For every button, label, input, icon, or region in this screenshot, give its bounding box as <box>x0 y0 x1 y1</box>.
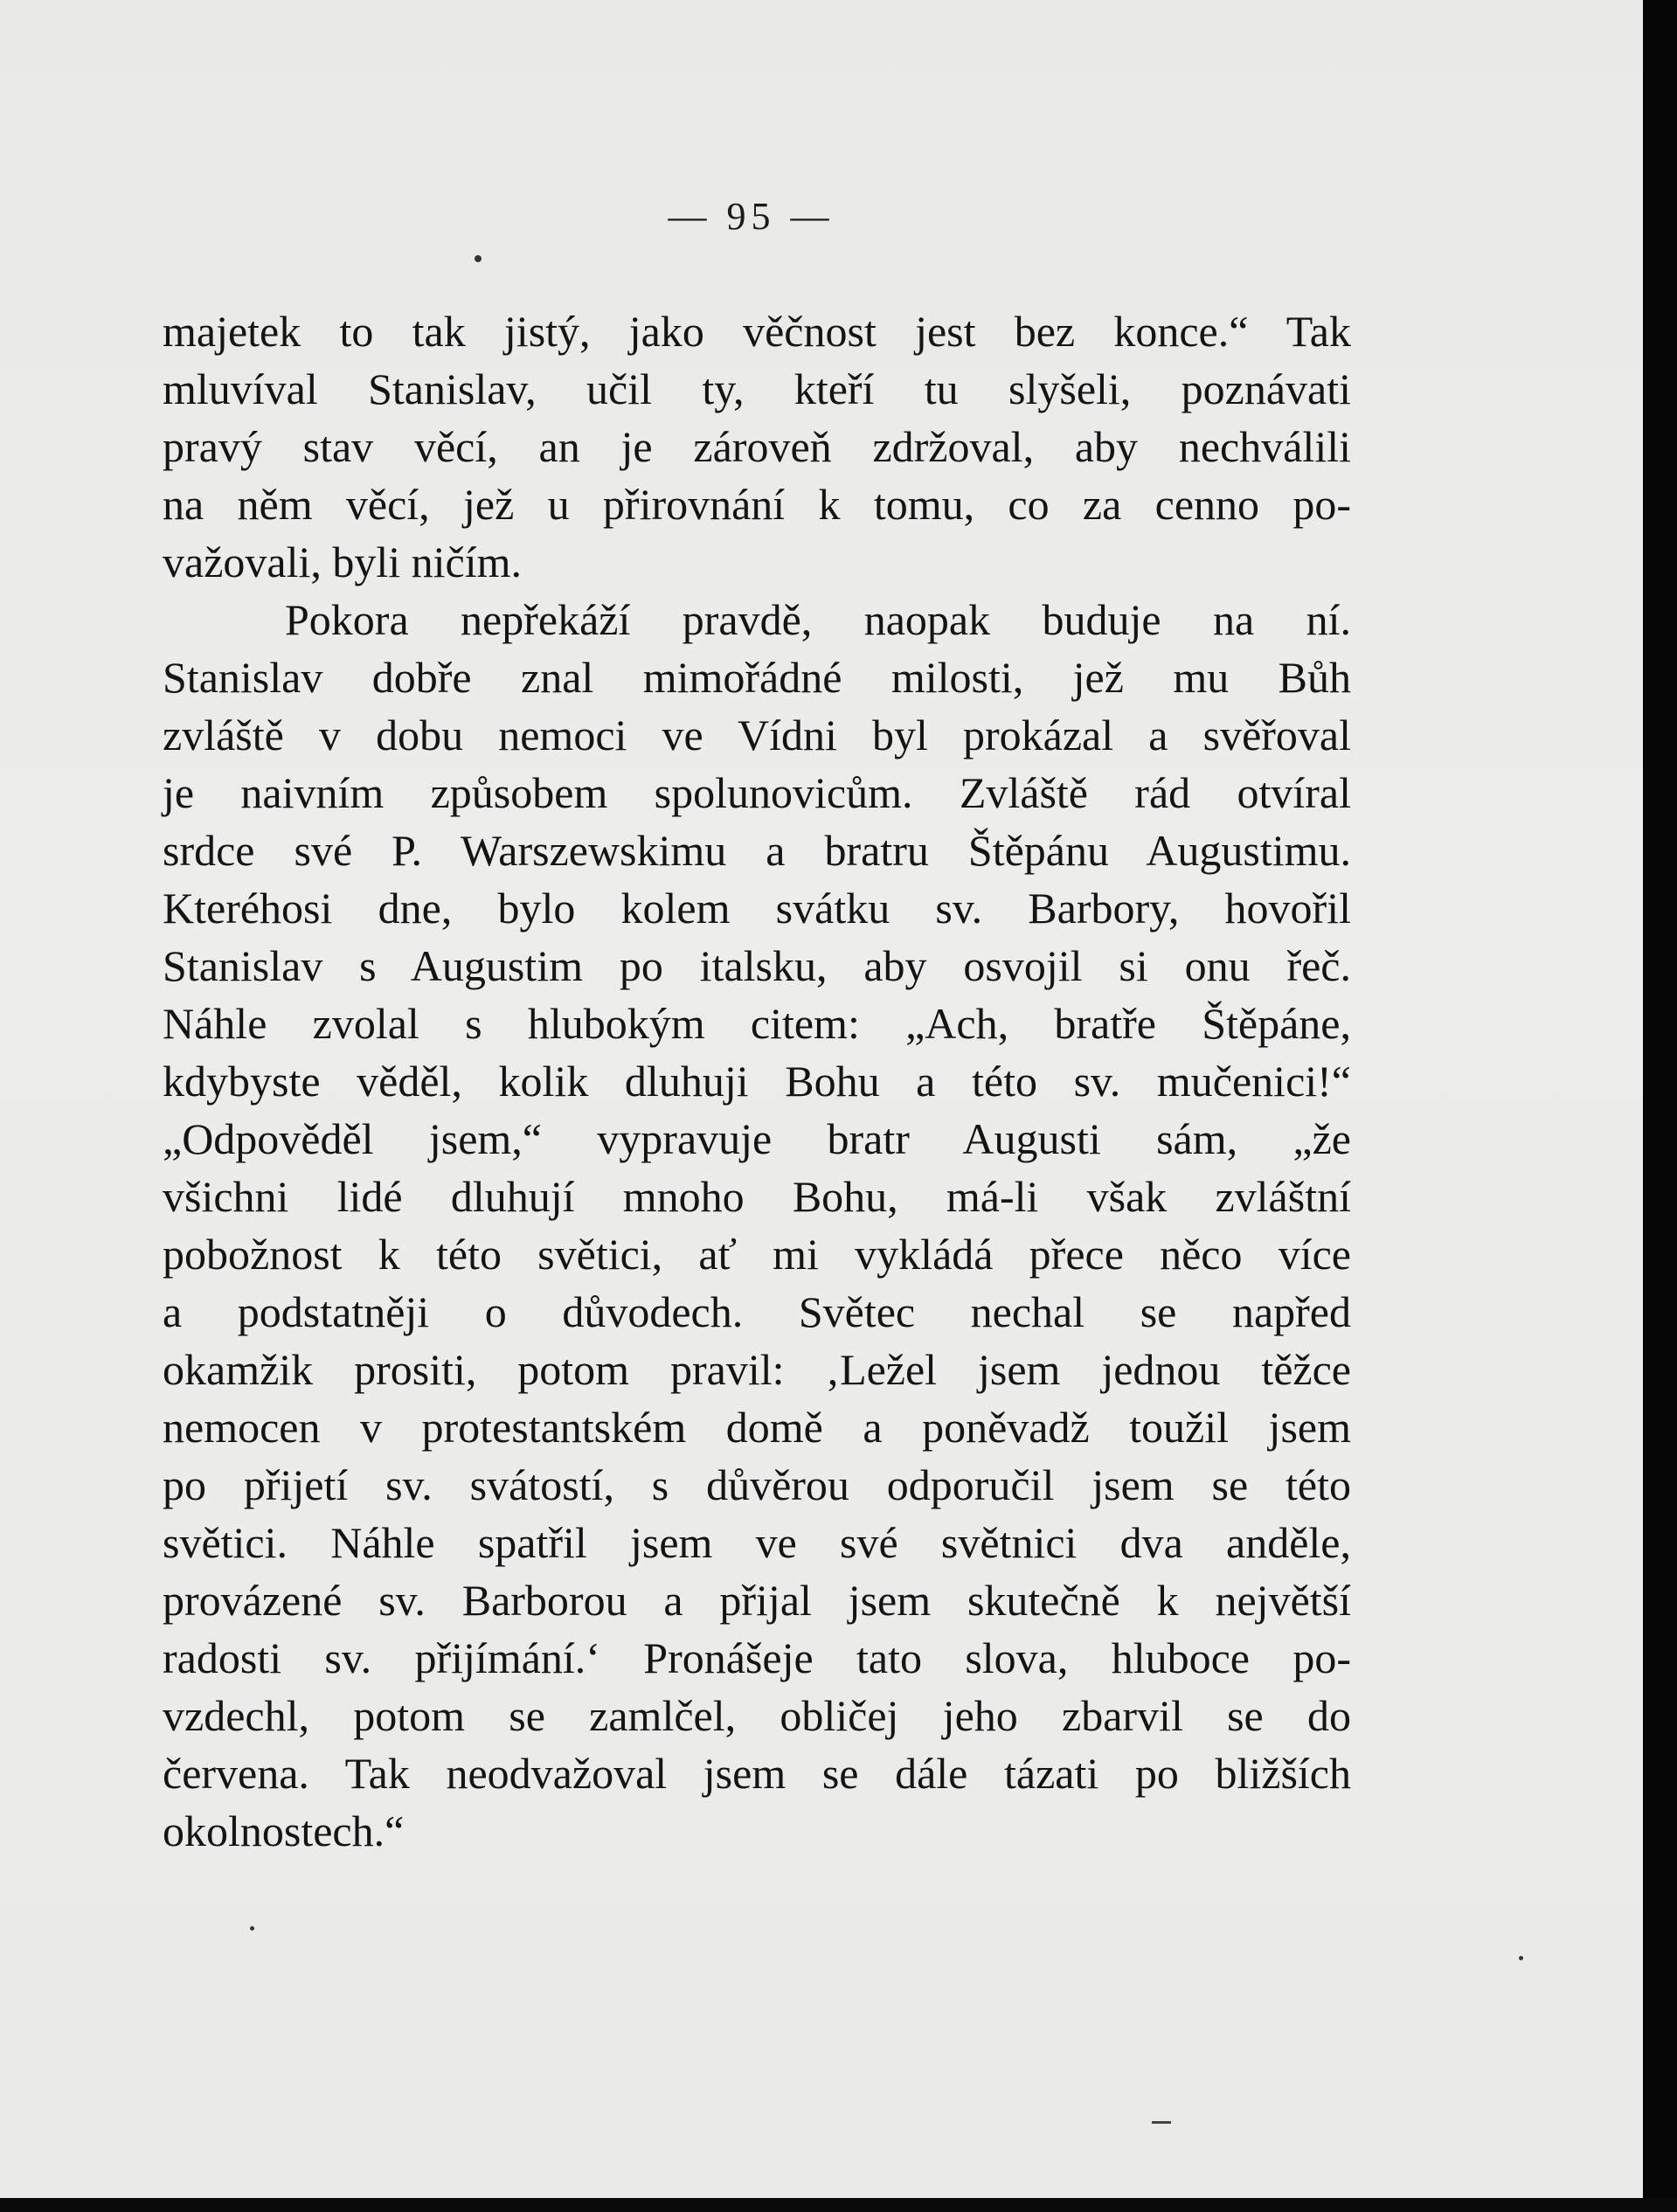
text-line: na něm věcí, jež u přirovnání k tomu, co za cenno po- <box>163 480 1351 529</box>
text-line: mluvíval Stanislav, učil ty, kteří tu slyšeli, poznávati <box>163 364 1351 413</box>
text-line: okolnostech.“ <box>163 1806 405 1855</box>
speck-mark <box>475 255 482 262</box>
text-line: všichni lidé dluhují mnoho Bohu, má-li však zvláštní <box>163 1172 1351 1221</box>
text-line: Kteréhosi dne, bylo kolem svátku sv. Barbory, hovořil <box>163 884 1351 933</box>
text-line: Stanislav dobře znal mimořádné milosti, jež mu Bůh <box>163 653 1351 702</box>
page-number: — 95 — <box>668 195 835 238</box>
text-line: pobožnost k této světici, ať mi vykládá přece něco více <box>163 1230 1351 1279</box>
text-line: važovali, byli ničím. <box>163 537 523 586</box>
scan-border-bottom <box>0 2198 1677 2212</box>
text-line: „Odpověděl jsem,“ vypravuje bratr Augusti sám, „že <box>163 1114 1351 1163</box>
text-line: nemocen v protestantském domě a poněvadž toužil jsem <box>163 1403 1351 1452</box>
speck-mark <box>250 1926 254 1931</box>
speck-mark <box>1519 1956 1523 1960</box>
text-line: majetek to tak jistý, jako věčnost jest bez konce.“ Tak <box>163 307 1351 356</box>
text-line: okamžik prositi, potom pravil: ‚Ležel jsem jednou těžce <box>163 1345 1351 1394</box>
text-line: vzdechl, potom se zamlčel, obličej jeho zbarvil se do <box>163 1691 1351 1740</box>
text-line: po přijetí sv. svátostí, s důvěrou odporučil jsem se této <box>163 1460 1351 1509</box>
text-line: provázené sv. Barborou a přijal jsem skutečně k největší <box>163 1576 1351 1625</box>
text-line: kdybyste věděl, kolik dluhuji Bohu a této sv. mučenici!“ <box>163 1057 1351 1106</box>
text-line: je naivním způsobem spolunovicům. Zvláště rád otvíral <box>163 768 1351 817</box>
text-line: Náhle zvolal s hlubokým citem: „Ach, bratře Štěpáne, <box>163 999 1351 1048</box>
body-text <box>163 302 1351 1860</box>
speck-mark <box>1152 2121 1171 2124</box>
text-line: srdce své P. Warszewskimu a bratru Štěpánu Augustimu. <box>163 826 1351 875</box>
text-line: pravý stav věcí, an je zároveň zdržoval, aby nechválili <box>163 422 1351 471</box>
text-line: Stanislav s Augustim po italsku, aby osvojil si onu řeč. <box>163 941 1351 990</box>
text-line: a podstatněji o důvodech. Světec nechal se napřed <box>163 1287 1351 1336</box>
text-line: červena. Tak neodvažoval jsem se dále tázati po bližších <box>163 1749 1351 1798</box>
text-line: radosti sv. přijímání.‘ Pronášeje tato slova, hluboce po- <box>163 1633 1351 1682</box>
text-line: zvláště v dobu nemoci ve Vídni byl prokázal a svěřoval <box>163 711 1351 759</box>
text-line: světici. Náhle spatřil jsem ve své světnici dva anděle, <box>163 1518 1351 1567</box>
text-line: Pokora nepřekáží pravdě, naopak buduje na ní. <box>285 595 1351 644</box>
scan-border-right <box>1643 0 1677 2212</box>
